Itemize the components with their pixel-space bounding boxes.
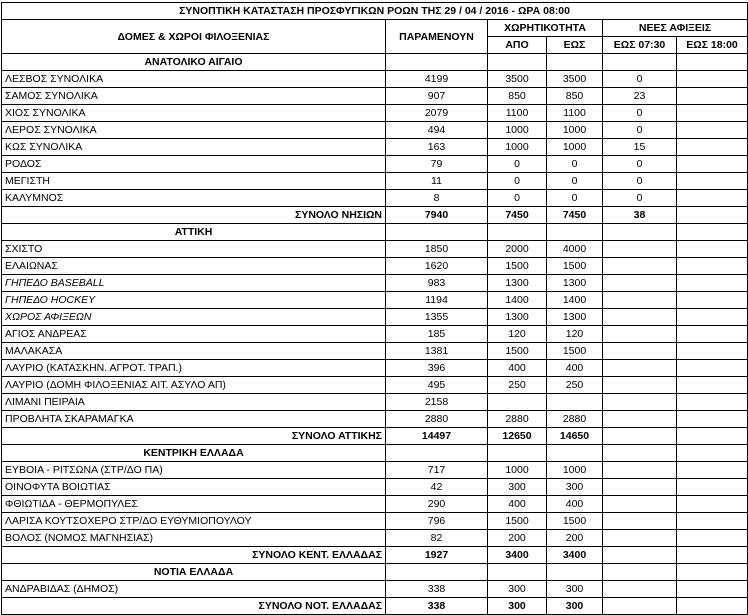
- table-row: [2, 156, 748, 173]
- section-name: ΝΟΤΙΑ ΕΛΛΑΔΑ: [2, 564, 386, 581]
- facility-name: ΦΘΙΩΤΙΔΑ - ΘΕΡΜΟΠΥΛΕΣ: [2, 496, 386, 513]
- arrivals-1800-cell: [677, 122, 748, 139]
- table-row: [2, 496, 748, 513]
- table-row: [2, 411, 748, 428]
- total-row: [2, 207, 748, 224]
- facility-name: ΑΓΙΟΣ ΑΝΔΡΕΑΣ: [2, 326, 386, 343]
- capacity-from-cell: 1500: [488, 343, 547, 360]
- arrivals-0730-cell: [603, 343, 677, 360]
- facility-name: ΧΙΟΣ ΣΥΝΟΛΙΚΑ: [2, 105, 386, 122]
- table-row: [2, 479, 748, 496]
- header-capacity: ΧΩΡΗΤΙΚΟΤΗΤΑ: [488, 20, 603, 37]
- total-label: ΣΥΝΟΛΟ ΑΤΤΙΚΗΣ: [2, 428, 386, 445]
- facility-name: ΕΛΑΙΩΝΑΣ: [2, 258, 386, 275]
- remaining-cell: 4199: [386, 71, 488, 88]
- arrivals-1800-cell: [677, 292, 748, 309]
- capacity-from-cell: 300: [488, 479, 547, 496]
- arrivals-1800-cell: [677, 309, 748, 326]
- arrivals-1800-cell: [677, 258, 748, 275]
- table-row: [2, 326, 748, 343]
- remaining-cell: 494: [386, 122, 488, 139]
- total-label: ΣΥΝΟΛΟ ΝΗΣΙΩΝ: [2, 207, 386, 224]
- arrivals-1800-cell: [677, 275, 748, 292]
- section-name: ΑΝΑΤΟΛΙΚΟ ΑΙΓΑΙΟ: [2, 54, 386, 71]
- table-row: [2, 292, 748, 309]
- arrivals-0730-cell: [603, 241, 677, 258]
- facility-name: ΧΩΡΟΣ ΑΦΙΞΕΩΝ: [2, 309, 386, 326]
- total-remaining-cell: 338: [386, 598, 488, 615]
- arrivals-0730-cell: 0: [603, 71, 677, 88]
- facility-name: ΕΥΒΟΙΑ - ΡΙΤΣΩΝΑ (ΣΤΡ/ΔΟ ΠΑ): [2, 462, 386, 479]
- remaining-cell: 338: [386, 581, 488, 598]
- arrivals-1800-cell: [677, 156, 748, 173]
- section-header-row: [2, 564, 748, 581]
- arrivals-0730-cell: [603, 530, 677, 547]
- empty-cell: [488, 224, 547, 241]
- total-arrivals-1800-cell: [677, 207, 748, 224]
- arrivals-1800-cell: [677, 241, 748, 258]
- table-row: [2, 513, 748, 530]
- remaining-cell: 1194: [386, 292, 488, 309]
- capacity-to-cell: 2880: [547, 411, 603, 428]
- table-row: [2, 530, 748, 547]
- header-remaining: ΠΑΡΑΜΕΝΟΥΝ: [386, 20, 488, 54]
- capacity-from-cell: 1500: [488, 513, 547, 530]
- remaining-cell: 2079: [386, 105, 488, 122]
- arrivals-1800-cell: [677, 479, 748, 496]
- total-arrivals-0730-cell: 38: [603, 207, 677, 224]
- capacity-from-cell: 1400: [488, 292, 547, 309]
- capacity-to-cell: 1500: [547, 258, 603, 275]
- arrivals-0730-cell: [603, 292, 677, 309]
- arrivals-1800-cell: [677, 377, 748, 394]
- section-header-row: [2, 54, 748, 71]
- table-row: [2, 190, 748, 207]
- total-row: [2, 547, 748, 564]
- empty-cell: [386, 564, 488, 581]
- arrivals-1800-cell: [677, 71, 748, 88]
- capacity-from-cell: 850: [488, 88, 547, 105]
- header-arrivals-0730: ΕΩΣ 07:30: [603, 37, 677, 54]
- remaining-cell: 2880: [386, 411, 488, 428]
- facility-name: ΛΕΣΒΟΣ ΣΥΝΟΛΙΚΑ: [2, 71, 386, 88]
- title-row: [2, 3, 748, 20]
- remaining-cell: 796: [386, 513, 488, 530]
- empty-cell: [488, 445, 547, 462]
- arrivals-1800-cell: [677, 462, 748, 479]
- arrivals-1800-cell: [677, 88, 748, 105]
- capacity-to-cell: 300: [547, 479, 603, 496]
- table-row: [2, 275, 748, 292]
- total-label: ΣΥΝΟΛΟ ΝΟΤ. ΕΛΛΑΔΑΣ: [2, 598, 386, 615]
- arrivals-0730-cell: 15: [603, 139, 677, 156]
- table-row: [2, 105, 748, 122]
- total-capacity-to-cell: 3400: [547, 547, 603, 564]
- arrivals-0730-cell: [603, 462, 677, 479]
- capacity-to-cell: 1300: [547, 309, 603, 326]
- arrivals-0730-cell: [603, 411, 677, 428]
- table-row: [2, 258, 748, 275]
- remaining-cell: 1620: [386, 258, 488, 275]
- arrivals-1800-cell: [677, 581, 748, 598]
- capacity-from-cell: 120: [488, 326, 547, 343]
- remaining-cell: 396: [386, 360, 488, 377]
- capacity-from-cell: 1000: [488, 462, 547, 479]
- remaining-cell: 79: [386, 156, 488, 173]
- header-row-1: [2, 20, 748, 37]
- arrivals-1800-cell: [677, 394, 748, 411]
- capacity-from-cell: 1500: [488, 258, 547, 275]
- facility-name: ΣΧΙΣΤΟ: [2, 241, 386, 258]
- capacity-from-cell: 2880: [488, 411, 547, 428]
- capacity-from-cell: 1300: [488, 309, 547, 326]
- capacity-from-cell: 0: [488, 156, 547, 173]
- arrivals-1800-cell: [677, 513, 748, 530]
- total-arrivals-0730-cell: [603, 598, 677, 615]
- arrivals-1800-cell: [677, 105, 748, 122]
- table-row: [2, 360, 748, 377]
- total-remaining-cell: 7940: [386, 207, 488, 224]
- table-row: [2, 139, 748, 156]
- arrivals-1800-cell: [677, 139, 748, 156]
- capacity-from-cell: 400: [488, 496, 547, 513]
- table-row: [2, 173, 748, 190]
- total-remaining-cell: 14497: [386, 428, 488, 445]
- empty-cell: [488, 564, 547, 581]
- arrivals-0730-cell: [603, 377, 677, 394]
- capacity-to-cell: 200: [547, 530, 603, 547]
- empty-cell: [677, 564, 748, 581]
- capacity-to-cell: 0: [547, 156, 603, 173]
- arrivals-0730-cell: [603, 394, 677, 411]
- capacity-to-cell: 1000: [547, 122, 603, 139]
- total-row: [2, 428, 748, 445]
- arrivals-1800-cell: [677, 360, 748, 377]
- table-row: [2, 241, 748, 258]
- total-capacity-from-cell: 3400: [488, 547, 547, 564]
- remaining-cell: 717: [386, 462, 488, 479]
- capacity-from-cell: 1300: [488, 275, 547, 292]
- capacity-from-cell: 0: [488, 190, 547, 207]
- capacity-to-cell: 400: [547, 496, 603, 513]
- capacity-to-cell: 120: [547, 326, 603, 343]
- facility-name: ΚΩΣ ΣΥΝΟΛΙΚΑ: [2, 139, 386, 156]
- empty-cell: [386, 445, 488, 462]
- total-arrivals-0730-cell: [603, 428, 677, 445]
- empty-cell: [677, 224, 748, 241]
- arrivals-1800-cell: [677, 496, 748, 513]
- header-capacity-from: ΑΠΟ: [488, 37, 547, 54]
- capacity-to-cell: 1100: [547, 105, 603, 122]
- refugee-status-table: [1, 2, 748, 615]
- facility-name: ΒΟΛΟΣ (ΝΟΜΟΣ ΜΑΓΝΗΣΙΑΣ): [2, 530, 386, 547]
- remaining-cell: 983: [386, 275, 488, 292]
- header-arrivals: ΝΕΕΣ ΑΦΙΞΕΙΣ: [603, 20, 748, 37]
- empty-cell: [547, 445, 603, 462]
- capacity-from-cell: 1000: [488, 139, 547, 156]
- capacity-to-cell: [547, 394, 603, 411]
- arrivals-0730-cell: 23: [603, 88, 677, 105]
- arrivals-0730-cell: [603, 513, 677, 530]
- capacity-from-cell: 3500: [488, 71, 547, 88]
- table-row: [2, 377, 748, 394]
- capacity-from-cell: 1100: [488, 105, 547, 122]
- arrivals-0730-cell: 0: [603, 122, 677, 139]
- capacity-to-cell: 1500: [547, 343, 603, 360]
- total-arrivals-1800-cell: [677, 598, 748, 615]
- empty-cell: [603, 564, 677, 581]
- facility-name: ΛΑΥΡΙΟ (ΔΟΜΗ ΦΙΛΟΞΕΝΙΑΣ ΑΙΤ. ΑΣΥΛΟ ΑΠ): [2, 377, 386, 394]
- arrivals-0730-cell: [603, 360, 677, 377]
- facility-name: ΑΝΔΡΑΒΙΔΑΣ (ΔΗΜΟΣ): [2, 581, 386, 598]
- section-header-row: [2, 445, 748, 462]
- arrivals-0730-cell: 0: [603, 173, 677, 190]
- arrivals-0730-cell: 0: [603, 190, 677, 207]
- arrivals-0730-cell: [603, 275, 677, 292]
- capacity-to-cell: 4000: [547, 241, 603, 258]
- arrivals-0730-cell: 0: [603, 105, 677, 122]
- capacity-from-cell: 250: [488, 377, 547, 394]
- arrivals-0730-cell: [603, 496, 677, 513]
- empty-cell: [488, 54, 547, 71]
- empty-cell: [547, 54, 603, 71]
- empty-cell: [547, 224, 603, 241]
- total-arrivals-1800-cell: [677, 547, 748, 564]
- remaining-cell: 2158: [386, 394, 488, 411]
- header-capacity-to: ΕΩΣ: [547, 37, 603, 54]
- total-capacity-to-cell: 14650: [547, 428, 603, 445]
- table-row: [2, 71, 748, 88]
- arrivals-0730-cell: 0: [603, 156, 677, 173]
- total-capacity-to-cell: 300: [547, 598, 603, 615]
- section-name: ΑΤΤΙΚΗ: [2, 224, 386, 241]
- remaining-cell: 185: [386, 326, 488, 343]
- total-capacity-to-cell: 7450: [547, 207, 603, 224]
- header-arrivals-1800: ΕΩΣ 18:00: [677, 37, 748, 54]
- table-title: ΣΥΝΟΠΤΙΚΗ ΚΑΤΑΣΤΑΣΗ ΠΡΟΣΦΥΓΙΚΩΝ ΡΟΩΝ ΤΗΣ 29 / 04 / 2016 - ΩΡΑ 08:00: [2, 3, 748, 20]
- table-row: [2, 462, 748, 479]
- arrivals-1800-cell: [677, 343, 748, 360]
- empty-cell: [603, 224, 677, 241]
- capacity-from-cell: 0: [488, 173, 547, 190]
- empty-cell: [603, 54, 677, 71]
- facility-name: ΜΕΓΙΣΤΗ: [2, 173, 386, 190]
- facility-name: ΠΡΟΒΛΗΤΑ ΣΚΑΡΑΜΑΓΚΑ: [2, 411, 386, 428]
- table-row: [2, 343, 748, 360]
- arrivals-1800-cell: [677, 326, 748, 343]
- capacity-to-cell: 0: [547, 173, 603, 190]
- total-row: [2, 598, 748, 615]
- total-capacity-from-cell: 12650: [488, 428, 547, 445]
- total-label: ΣΥΝΟΛΟ ΚΕΝΤ. ΕΛΛΑΔΑΣ: [2, 547, 386, 564]
- remaining-cell: 1381: [386, 343, 488, 360]
- capacity-from-cell: 400: [488, 360, 547, 377]
- capacity-to-cell: 300: [547, 581, 603, 598]
- total-arrivals-1800-cell: [677, 428, 748, 445]
- arrivals-1800-cell: [677, 173, 748, 190]
- total-capacity-from-cell: 300: [488, 598, 547, 615]
- arrivals-1800-cell: [677, 530, 748, 547]
- facility-name: ΛΙΜΑΝΙ ΠΕΙΡΑΙΑ: [2, 394, 386, 411]
- remaining-cell: 1355: [386, 309, 488, 326]
- arrivals-0730-cell: [603, 581, 677, 598]
- remaining-cell: 42: [386, 479, 488, 496]
- table-row: [2, 122, 748, 139]
- facility-name: ΡΟΔΟΣ: [2, 156, 386, 173]
- empty-cell: [386, 54, 488, 71]
- facility-name: ΓΗΠΕΔΟ BASEBALL: [2, 275, 386, 292]
- capacity-to-cell: 0: [547, 190, 603, 207]
- remaining-cell: 1850: [386, 241, 488, 258]
- facility-name: ΟΙΝΟΦΥΤΑ ΒΟΙΩΤΙΑΣ: [2, 479, 386, 496]
- remaining-cell: 163: [386, 139, 488, 156]
- table-row: [2, 581, 748, 598]
- capacity-to-cell: 3500: [547, 71, 603, 88]
- arrivals-1800-cell: [677, 411, 748, 428]
- arrivals-0730-cell: [603, 258, 677, 275]
- capacity-from-cell: 200: [488, 530, 547, 547]
- section-header-row: [2, 224, 748, 241]
- capacity-from-cell: 2000: [488, 241, 547, 258]
- empty-cell: [603, 445, 677, 462]
- total-remaining-cell: 1927: [386, 547, 488, 564]
- capacity-from-cell: 1000: [488, 122, 547, 139]
- capacity-to-cell: 1500: [547, 513, 603, 530]
- empty-cell: [386, 224, 488, 241]
- arrivals-0730-cell: [603, 479, 677, 496]
- facility-name: ΣΑΜΟΣ ΣΥΝΟΛΙΚΑ: [2, 88, 386, 105]
- facility-name: ΛΑΡΙΣΑ ΚΟΥΤΣΟΧΕΡΟ ΣΤΡ/ΔΟ ΕΥΘΥΜΙΟΠΟΥΛΟΥ: [2, 513, 386, 530]
- facility-name: ΚΑΛΥΜΝΟΣ: [2, 190, 386, 207]
- remaining-cell: 907: [386, 88, 488, 105]
- arrivals-0730-cell: [603, 309, 677, 326]
- remaining-cell: 11: [386, 173, 488, 190]
- capacity-to-cell: 1300: [547, 275, 603, 292]
- facility-name: ΛΕΡΟΣ ΣΥΝΟΛΙΚΑ: [2, 122, 386, 139]
- facility-name: ΛΑΥΡΙΟ (ΚΑΤΑΣΚΗΝ. ΑΓΡΟΤ. ΤΡΑΠ.): [2, 360, 386, 377]
- remaining-cell: 8: [386, 190, 488, 207]
- capacity-to-cell: 1400: [547, 292, 603, 309]
- empty-cell: [677, 445, 748, 462]
- total-arrivals-0730-cell: [603, 547, 677, 564]
- capacity-from-cell: 300: [488, 581, 547, 598]
- facility-name: ΓΗΠΕΔΟ HOCKEY: [2, 292, 386, 309]
- table-row: [2, 309, 748, 326]
- remaining-cell: 290: [386, 496, 488, 513]
- section-name: ΚΕΝΤΡΙΚΗ ΕΛΛΑΔΑ: [2, 445, 386, 462]
- capacity-to-cell: 850: [547, 88, 603, 105]
- empty-cell: [547, 564, 603, 581]
- remaining-cell: 495: [386, 377, 488, 394]
- capacity-to-cell: 1000: [547, 139, 603, 156]
- remaining-cell: 82: [386, 530, 488, 547]
- arrivals-1800-cell: [677, 190, 748, 207]
- capacity-to-cell: 1000: [547, 462, 603, 479]
- table-row: [2, 394, 748, 411]
- total-capacity-from-cell: 7450: [488, 207, 547, 224]
- empty-cell: [677, 54, 748, 71]
- capacity-from-cell: [488, 394, 547, 411]
- table-row: [2, 88, 748, 105]
- header-facilities: ΔΟΜΕΣ & ΧΩΡΟΙ ΦΙΛΟΞΕΝΙΑΣ: [2, 20, 386, 54]
- capacity-to-cell: 250: [547, 377, 603, 394]
- capacity-to-cell: 400: [547, 360, 603, 377]
- facility-name: ΜΑΛΑΚΑΣΑ: [2, 343, 386, 360]
- arrivals-0730-cell: [603, 326, 677, 343]
